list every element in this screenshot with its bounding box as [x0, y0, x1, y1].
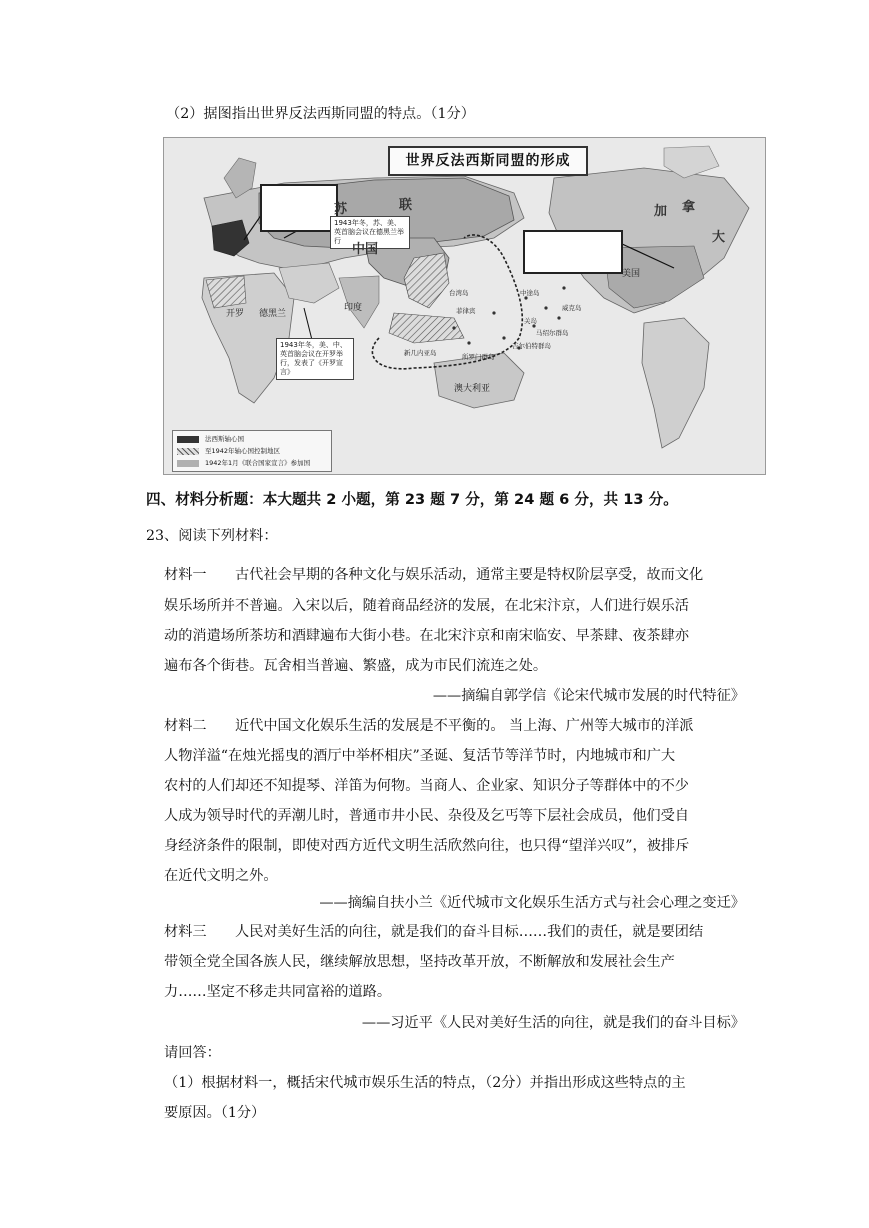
tehran-callout: 1943年冬，苏、美、英首脑会议在德黑兰举行: [330, 216, 410, 249]
blank-answer-box-left[interactable]: [260, 184, 338, 232]
label-new-guinea: 新几内亚岛: [404, 349, 437, 357]
label-marshall: 马绍尔群岛: [536, 329, 569, 337]
source-1: ——摘编自郭学信《论宋代城市发展的时代特征》: [432, 688, 745, 704]
question-1-line: 要原因。（1分）: [164, 1105, 266, 1121]
material-2-line: 人物洋溢“在烛光摇曳的酒厅中举杯相庆”圣诞、复活节等洋节时，内地城市和广大: [164, 748, 676, 764]
material-1-line: 动的消遣场所茶坊和酒肆遍布大街小巷。在北宋汴京和南宋临安、早茶肆、夜茶肆亦: [164, 628, 689, 644]
label-soviet-2: 联: [399, 198, 413, 213]
please-answer: 请回答：: [164, 1045, 221, 1061]
material-3-line: 材料三 人民对美好生活的向往，就是我们的奋斗目标……我们的责任，就是要团结: [164, 924, 704, 940]
material-2-line: 在近代文明之外。: [164, 868, 278, 884]
question-2-text: （2）据图指出世界反法西斯同盟的特点。（1分）: [166, 106, 475, 122]
label-wake: 威克岛: [562, 304, 582, 312]
label-canada-2: 拿: [682, 200, 696, 215]
label-canada-1: 加: [654, 204, 668, 219]
label-australia: 澳大利亚: [454, 384, 491, 394]
label-iran: 德黑兰: [259, 309, 287, 319]
label-india: 印度: [344, 303, 363, 313]
material-1-line: 材料一 古代社会早期的各种文化与娱乐活动，通常主要是特权阶层享受，故而文化: [164, 567, 704, 583]
cairo-callout: 1943年冬，美、中、英首脑会议在开罗举行，发表了《开罗宣言》: [276, 338, 354, 380]
label-china: 中国: [352, 242, 379, 257]
material-1-line: 娱乐场所并不普遍。入宋以后，随着商品经济的发展，在北宋汴京，人们进行娱乐活: [164, 598, 689, 614]
label-egypt: 开罗: [226, 309, 245, 319]
map-legend: 法西斯轴心国 至1942年轴心国控制地区 1942年1月《联合国家宣言》参加国: [172, 430, 332, 472]
label-gilbert: 吉尔伯特群岛: [512, 342, 551, 350]
material-2-line: 身经济条件的限制，即使对西方近代文明生活欣然向往，也只得“望洋兴叹”，被排斥: [164, 838, 690, 854]
question-1-line: （1）根据材料一，概括宋代城市娱乐生活的特点，（2分）并指出形成这些特点的主: [164, 1075, 686, 1091]
world-map-figure: [163, 137, 766, 475]
material-3-line: 带领全党全国各族人民，继续解放思想，坚持改革开放，不断解放和发展社会生产: [164, 954, 675, 970]
section-4-heading: 四、材料分析题：本大题共 2 小题，第 23 题 7 分，第 24 题 6 分，共 13 分。: [146, 491, 678, 508]
material-2-line: 农村的人们却还不知提琴、洋笛为何物。当商人、企业家、知识分子等群体中的不少: [164, 778, 689, 794]
blank-answer-box-right[interactable]: [523, 230, 623, 274]
label-soviet-1: 苏: [334, 202, 348, 217]
label-canada-3: 大: [712, 230, 726, 245]
material-1-line: 遍布各个街巷。瓦舍相当普遍、繁盛，成为市民们流连之处。: [164, 658, 548, 674]
material-3-line: 力……坚定不移走共同富裕的道路。: [164, 984, 392, 1000]
label-usa: 美国: [622, 269, 641, 279]
label-solomon: 所罗门群岛: [462, 353, 495, 361]
source-2: ——摘编自扶小兰《近代城市文化娱乐生活方式与社会心理之变迁》: [319, 895, 745, 911]
material-2-line: 人成为领导时代的弄潮儿时，普通市井小民、杂役及乞丐等下层社会成员，他们受自: [164, 808, 689, 824]
label-midway: 中途岛: [520, 289, 540, 297]
label-guam: 关岛: [524, 317, 537, 325]
q23-intro: 23、阅读下列材料：: [146, 528, 278, 544]
source-3: ——习近平《人民对美好生活的向往，就是我们的奋斗目标》: [361, 1015, 745, 1031]
map-title: 世界反法西斯同盟的形成: [388, 146, 588, 176]
material-2-line: 材料二 近代中国文化娱乐生活的发展是不平衡的。 当上海、广州等大城市的洋派: [164, 718, 694, 734]
label-taiwan: 台湾岛: [449, 289, 469, 297]
label-philippines: 菲律宾: [456, 307, 476, 315]
